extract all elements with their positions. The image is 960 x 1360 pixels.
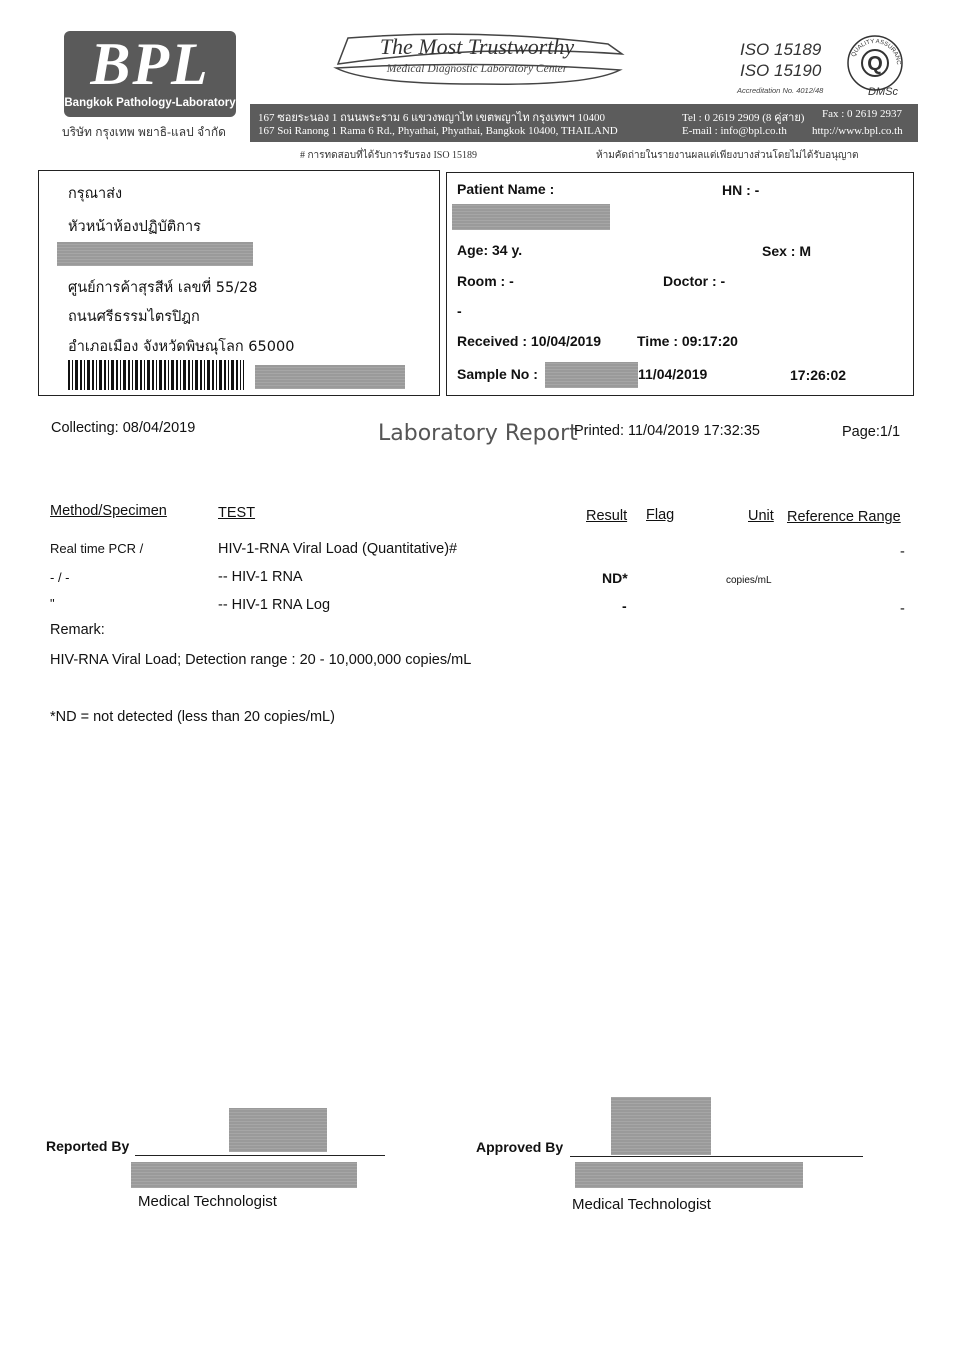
address-english: 167 Soi Ranong 1 Rama 6 Rd., Phyathai, Phyathai, Bangkok 10400, THAILAND: [258, 125, 618, 137]
bpl-logo: [64, 31, 236, 117]
report-title: Laboratory Report: [378, 421, 578, 446]
patient-dash: -: [457, 303, 462, 319]
row-method: - / -: [50, 570, 70, 585]
seal-letter: Q: [867, 53, 883, 75]
slogan-sub: Medical Diagnostic Laboratory Center: [386, 63, 568, 75]
redacted-reporter-name: [131, 1162, 357, 1188]
age: Age: 34 y.: [457, 242, 523, 258]
recipient-line2: หัวหน้าห้องปฏิบัติการ: [68, 219, 201, 235]
row-method: Real time PCR /: [50, 541, 144, 556]
telephone: Tel : 0 2619 2909 (8 คู่สาย): [682, 112, 805, 124]
logo-text: BPL: [90, 31, 210, 97]
received-date: Received : 10/04/2019: [457, 333, 601, 349]
row-unit: copies/mL: [726, 575, 772, 586]
row-method: ": [50, 596, 55, 611]
approved-by-signature-line: [570, 1156, 863, 1157]
col-header-method: Method/Specimen: [50, 503, 167, 519]
sample-no-label: Sample No :: [457, 366, 538, 382]
slogan: [328, 30, 626, 90]
col-header-result: Result: [586, 508, 628, 524]
col-header-flag: Flag: [646, 507, 675, 523]
address-thai: 167 ซอยระนอง 1 ถนนพระราม 6 แขวงพญาไท เขตพญาไท กรุงเทพฯ 10400: [258, 112, 606, 124]
remark-detection-range: HIV-RNA Viral Load; Detection range : 20 - 10,000,000 copies/mL: [50, 652, 472, 668]
row-result: -: [622, 598, 627, 614]
sample-time: 17:26:02: [790, 367, 847, 383]
col-header-unit: Unit: [748, 508, 774, 524]
reported-by-label: Reported By: [46, 1138, 130, 1154]
seal-text-top: QUALITY ASSURANC: [850, 38, 902, 66]
redacted-approver-signature: [611, 1097, 711, 1155]
printed-timestamp: Printed: 11/04/2019 17:32:35: [574, 423, 760, 439]
company-thai-name: บริษัท กรุงเทพ พยาธิ-แลป จำกัด: [62, 125, 226, 139]
received-time: Time : 09:17:20: [637, 333, 738, 349]
col-header-reference: Reference Range: [787, 509, 901, 525]
fax: Fax : 0 2619 2937: [822, 108, 903, 120]
reported-by-role: Medical Technologist: [138, 1193, 277, 1210]
doctor: Doctor : -: [663, 273, 726, 289]
email: E-mail : info@bpl.co.th: [682, 125, 787, 137]
col-header-test: TEST: [218, 505, 256, 521]
barcode: [68, 360, 244, 390]
redacted-recipient-name: [57, 242, 253, 266]
row-reference: -: [900, 544, 905, 560]
redacted-reporter-signature: [229, 1108, 327, 1152]
recipient-line4: ถนนศรีธรรมไตรปิฎก: [68, 309, 200, 325]
sex: Sex : M: [762, 243, 812, 259]
approved-by-role: Medical Technologist: [572, 1196, 711, 1213]
row-test: -- HIV-1 RNA: [218, 569, 303, 585]
approved-by-label: Approved By: [476, 1139, 564, 1155]
reported-by-signature-line: [135, 1155, 385, 1156]
logo-subtitle: Bangkok Pathology-Laboratory: [64, 97, 236, 109]
quality-assurance-seal-icon: [843, 33, 907, 97]
redacted-sample-number: [545, 362, 638, 388]
row-test: -- HIV-1 RNA Log: [218, 597, 331, 613]
redacted-approver-name: [575, 1162, 803, 1188]
recipient-line5: อำเภอเมือง จังหวัดพิษณุโลก 65000: [68, 339, 295, 355]
patient-name-label: Patient Name :: [457, 181, 555, 197]
iso-15190: ISO 15190: [740, 61, 822, 80]
row-test: HIV-1-RNA Viral Load (Quantitative)#: [218, 541, 458, 557]
hn: HN : -: [722, 182, 760, 198]
redacted-patient-name: [452, 204, 610, 230]
accreditation-number: Accreditation No. 4012/48: [737, 86, 824, 95]
row-result: ND*: [602, 570, 628, 586]
slogan-main: The Most Trustworthy: [379, 34, 575, 59]
sample-date: 11/04/2019: [638, 366, 708, 382]
room: Room : -: [457, 273, 514, 289]
recipient-line3: ศูนย์การค้าสุรสีห์ เลขที่ 55/28: [68, 280, 258, 296]
recipient-line1: กรุณาส่ง: [68, 186, 123, 202]
remark-label: Remark:: [50, 622, 105, 638]
row-reference: -: [900, 601, 905, 617]
iso-note: # การทดสอบที่ได้รับการรับรอง ISO 15189: [300, 150, 478, 161]
seal-text-bottom: DMSc: [868, 86, 898, 97]
address-bar: [250, 104, 918, 142]
iso-15189: ISO 15189: [740, 40, 822, 59]
page-number: Page:1/1: [842, 424, 901, 440]
copy-note: ห้ามคัดถ่ายในรายงานผลแต่เพียงบางส่วนโดยไม่ได้รับอนุญาต: [596, 150, 859, 161]
redacted-barcode-number: [255, 365, 405, 389]
remark-nd-definition: *ND = not detected (less than 20 copies/mL): [50, 709, 335, 725]
collecting-date: Collecting: 08/04/2019: [51, 420, 196, 436]
website: http://www.bpl.co.th: [812, 125, 903, 137]
